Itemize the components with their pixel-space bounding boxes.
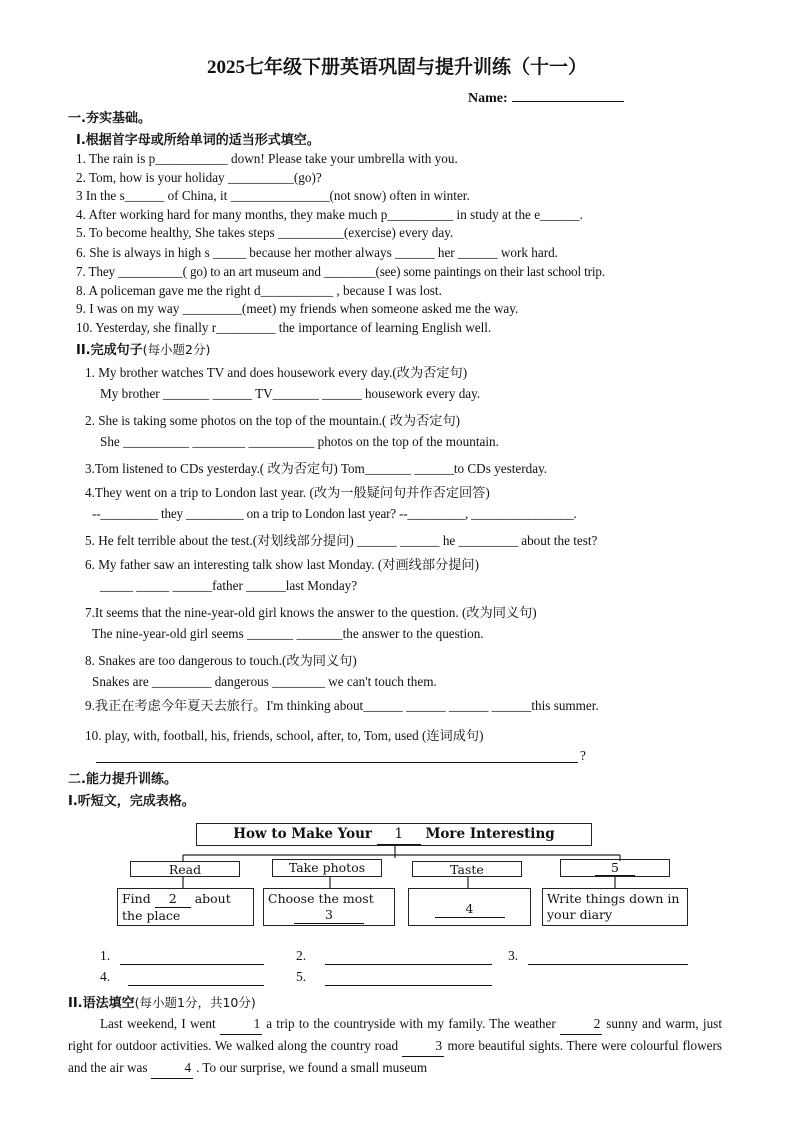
diagram-category-taste: Taste <box>412 861 522 877</box>
sectionB-heading-note: (每小题2分) <box>142 342 211 357</box>
sectionA-line-6: 6. She is always in high s _____ because her mother always ______ her ______ work hard. <box>76 245 558 260</box>
answer-line-1[interactable] <box>120 964 264 965</box>
sectionA-line-5: 5. To become healthy, She takes steps __________(exercise) every day. <box>76 225 454 240</box>
sectionB-line-8: 5. He felt terrible about the test.(对划线部分提问) ______ ______ he _________ about the test? <box>85 533 598 548</box>
sectionB-line-5: 3.Tom listened to CDs yesterday.( 改为否定句) Tom_______ ______to CDs yesterday. <box>85 461 548 476</box>
sectionB-line-14: Snakes are _________ dangerous ________ we can't touch them. <box>92 674 437 689</box>
answer-line-5[interactable] <box>325 985 492 986</box>
diagram-category-photos: Take photos <box>272 859 382 877</box>
sectionB-line-2: My brother _______ ______ TV_______ ______ housework every day. <box>100 386 481 401</box>
sectionB-line-12: The nine-year-old girl seems _______ _______the answer to the question. <box>92 626 484 641</box>
answer-line-3[interactable] <box>528 964 688 965</box>
diagram-blank-5[interactable]: 5 <box>595 860 635 876</box>
grammar-text-5: . To our surprise, we found a small museum <box>192 1060 428 1075</box>
sectionB-line-6: 4.They went on a trip to London last year. (改为一般疑问句并作否定回答) <box>85 485 490 500</box>
sectionB-line-10: _____ _____ ______father ______last Monday? <box>100 578 358 593</box>
sectionA-heading: I.根据首字母或所给单词的适当形式填空。 <box>76 133 320 148</box>
diagram-blank-2[interactable]: 2 <box>155 891 191 908</box>
sectionA-line-9: 9. I was on my way _________(meet) my friends when someone asked me the way. <box>76 301 519 316</box>
answer-line-4[interactable] <box>128 985 264 986</box>
grammar-blank-1[interactable]: 1 <box>220 1013 262 1035</box>
diagram-header-prefix: How to Make Your <box>233 826 373 842</box>
diagram-blank-3[interactable]: 3 <box>294 907 364 924</box>
part2-heading: 二.能力提升训练。 <box>68 772 177 787</box>
grammar-text-3: sunny and warm, just right for outdoor activities. We walked along the country road <box>68 1016 722 1053</box>
grammar-blank-3[interactable]: 3 <box>402 1035 444 1057</box>
diagram-leaf-diary: Write things down in your diary <box>542 888 688 926</box>
answer-label-1: 1. <box>100 948 111 963</box>
grammar-text-4: more beautiful sights. There were colourful flowers and the air was <box>68 1038 722 1075</box>
diagram-header <box>196 823 592 846</box>
leaf-find-prefix: Find <box>122 891 151 906</box>
part1-heading: 一.夯实基础。 <box>68 111 151 126</box>
grammar-heading <box>68 992 256 1012</box>
diagram-leaf-find <box>117 888 254 926</box>
answer-line-2[interactable] <box>325 964 492 965</box>
diagram-category-read: Read <box>130 861 240 877</box>
grammar-paragraph <box>68 1013 722 1079</box>
sectionB-line-3: 2. She is taking some photos on the top of the mountain.( 改为否定句) <box>85 413 461 428</box>
answer-label-2: 2. <box>296 948 307 963</box>
sectionA-line-2: 2. Tom, how is your holiday __________(go)? <box>76 170 322 185</box>
leaf-choose-prefix: Choose the most <box>268 891 374 906</box>
answer-label-5: 5. <box>296 969 307 984</box>
diagram-blank-4[interactable]: 4 <box>435 901 505 918</box>
listening-heading: I.听短文，完成表格。 <box>68 794 195 809</box>
sectionA-line-7: 7. They __________( go) to an art museum and ________(see) some paintings on their last school trip. <box>76 264 606 279</box>
diagram-header-suffix: More Interesting <box>425 826 555 842</box>
sectionB-line-9: 6. My father saw an interesting talk show last Monday. (对画线部分提问) <box>85 557 479 572</box>
sectionB-line-16: 10. play, with, football, his, friends, school, after, to, Tom, used (连词成句) <box>85 728 484 743</box>
grammar-blank-2[interactable]: 2 <box>560 1013 602 1035</box>
sectionA-line-1: 1. The rain is p___________ down! Please take your umbrella with you. <box>76 151 458 166</box>
sectionB-line-15: 9.我正在考虑今年夏天去旅行。I'm thinking about______ ______ ______ ______this summer. <box>85 698 599 713</box>
sectionB-line-7: --_________ they _________ on a trip to London last year? --_________, ________________. <box>92 506 577 521</box>
leaf-find-suffix: about the place <box>122 891 231 923</box>
sentence-question-mark: ? <box>580 748 586 763</box>
sectionB-line-4: She __________ ________ __________ photos on the top of the mountain. <box>100 434 499 449</box>
diagram-blank-1[interactable]: 1 <box>377 824 421 845</box>
sectionB-line-1: 1. My brother watches TV and does housework every day.(改为否定句) <box>85 365 468 380</box>
sectionB-line-11: 7.It seems that the nine-year-old girl knows the answer to the question. (改为同义句) <box>85 605 537 620</box>
grammar-heading-bold: II.语法填空 <box>68 996 135 1011</box>
sectionA-line-8: 8. A policeman gave me the right d___________ , because I was lost. <box>76 283 442 298</box>
name-label: Name: <box>468 91 508 106</box>
page-title: 2025七年级下册英语巩固与提升训练（十一） <box>206 57 587 78</box>
grammar-blank-4[interactable]: 4 <box>151 1057 193 1079</box>
answer-label-3: 3. <box>508 948 519 963</box>
diagram-leaf-taste <box>408 888 531 926</box>
sectionA-line-10: 10. Yesterday, she finally r_________ the importance of learning English well. <box>76 320 492 335</box>
sectionB-heading-bold: II.完成句子 <box>76 343 143 358</box>
grammar-heading-note: (每小题1分，共10分) <box>134 995 256 1010</box>
grammar-text-2: a trip to the countryside with my family. The weather <box>261 1016 561 1031</box>
diagram-category-blank-5 <box>560 859 670 877</box>
sectionA-line-3: 3 In the s______ of China, it _______________(not snow) often in winter. <box>76 188 470 203</box>
sectionB-line-13: 8. Snakes are too dangerous to touch.(改为同义句) <box>85 653 357 668</box>
grammar-text-1: Last weekend, I went <box>100 1016 220 1031</box>
sectionA-line-4: 4. After working hard for many months, they make much p__________ in study at the e______. <box>76 207 583 222</box>
answer-label-4: 4. <box>100 969 111 984</box>
diagram-leaf-choose <box>263 888 395 926</box>
